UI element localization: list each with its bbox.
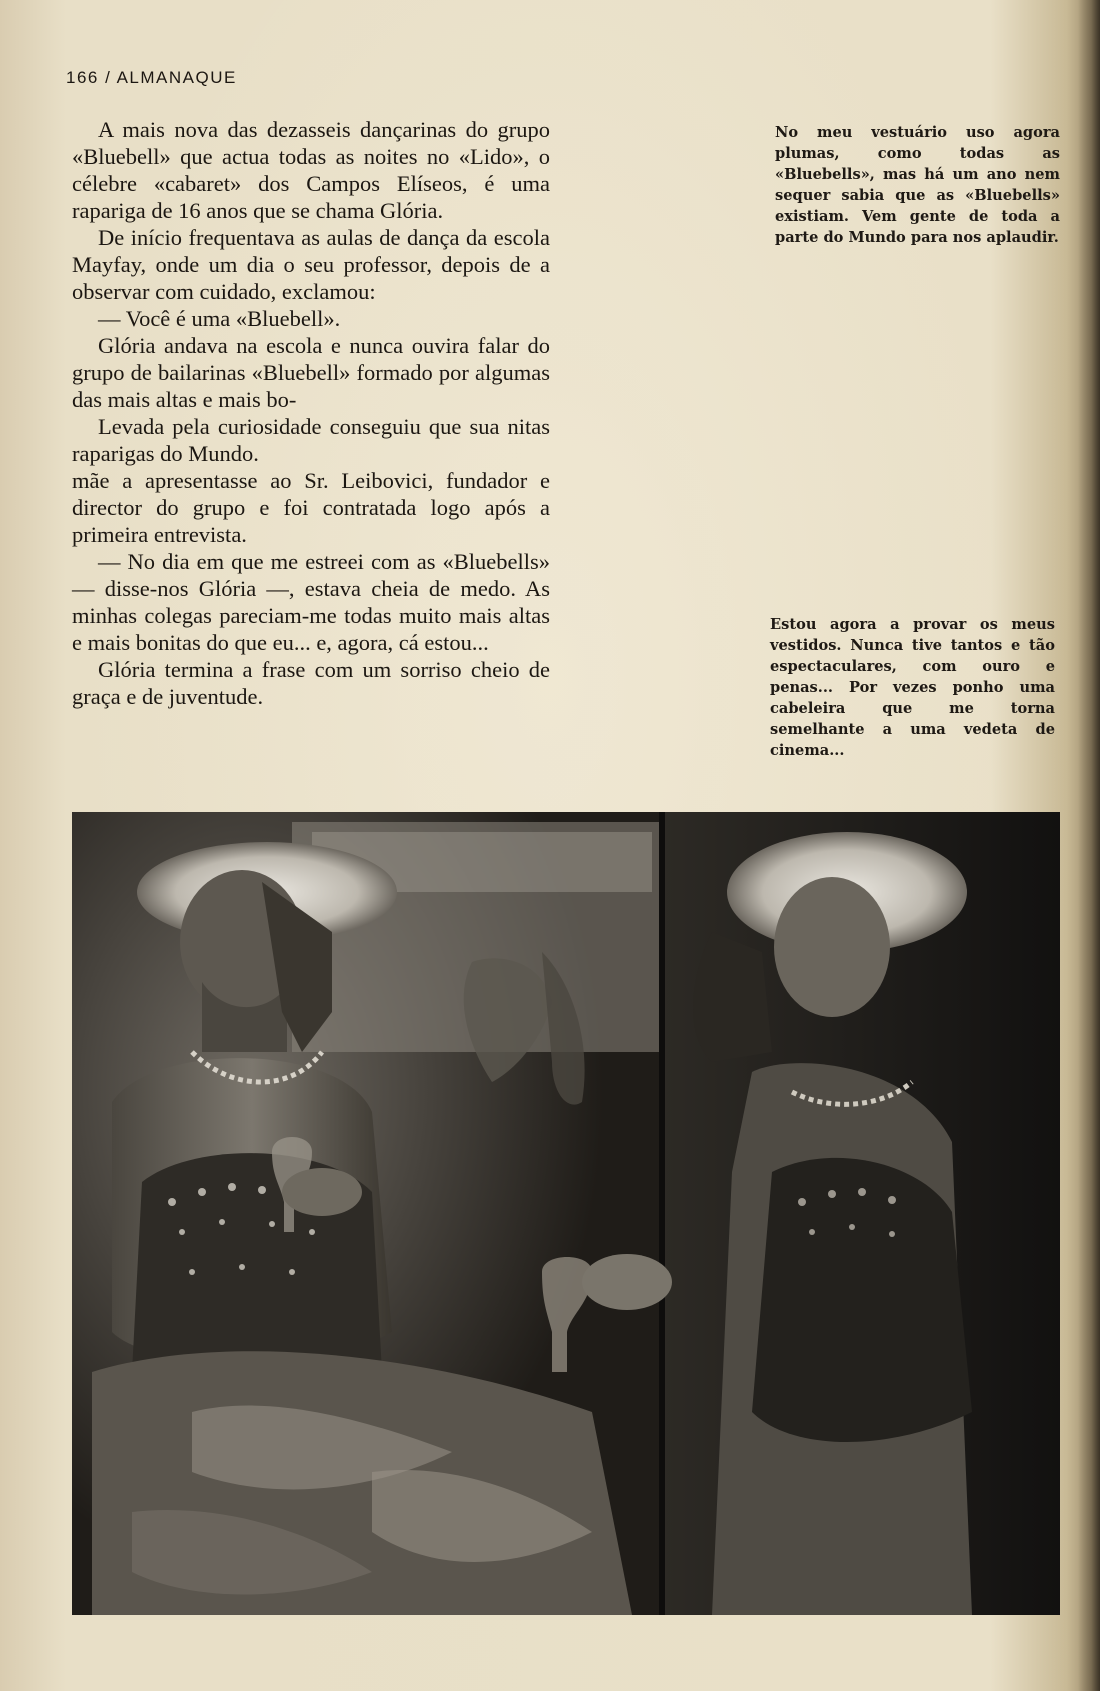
article-body	[72, 116, 550, 710]
photo-caption-top: No meu vestuário uso agora plumas, como todas as «Bluebells», mas há um ano nem sequer sabia que as «Bluebells» existiam. Vem gente de toda a parte do Mundo para nos aplaudir.	[775, 124, 1060, 246]
article-paragraph: A mais nova das dezasseis dançarinas do grupo «Bluebell» que actua todas as noites no «Lido», o célebre «cabaret» dos Campos Elíseos, é uma rapariga de 16 anos que se chama Glória.	[72, 117, 550, 223]
page-header: 166 / ALMANAQUE	[66, 68, 237, 87]
photo-caption-bottom: Estou agora a provar os meus vestidos. Nunca tive tantos e tão espectaculares, com ouro e penas... Por vezes ponho uma cabeleira que me torna semelhante a uma vedeta de cinema...	[770, 616, 1055, 759]
article-paragraph: Glória andava na escola e nunca ouvira falar do grupo de bailarinas «Bluebell» formado por algumas das mais altas e mais bo-	[72, 333, 550, 412]
article-paragraph: Levada pela curiosidade conseguiu que sua nitas raparigas do Mundo.	[72, 414, 550, 466]
article-paragraph: De início frequentava as aulas de dança da escola Mayfay, onde um dia o seu professor, depois de a observar com cuidado, exclamou:	[72, 225, 550, 304]
photo-illustration	[72, 812, 1060, 1615]
article-paragraph: mãe a apresentasse ao Sr. Leibovici, fundador e director do grupo e foi contratada logo após a primeira entrevista.	[72, 468, 550, 547]
dancer-mirror-photo	[72, 812, 1060, 1615]
article-paragraph: — Você é uma «Bluebell».	[98, 306, 341, 331]
article-paragraph: Glória termina a frase com um sorriso cheio de graça e de juventude.	[72, 657, 550, 709]
page-spine-shadow	[1078, 0, 1100, 1691]
article-paragraph: — No dia em que me estreei com as «Bluebells» — disse-nos Glória —, estava cheia de medo. As minhas colegas pareciam-me todas muito mais altas e mais bonitas do que eu... e, agora, cá estou...	[72, 549, 550, 655]
